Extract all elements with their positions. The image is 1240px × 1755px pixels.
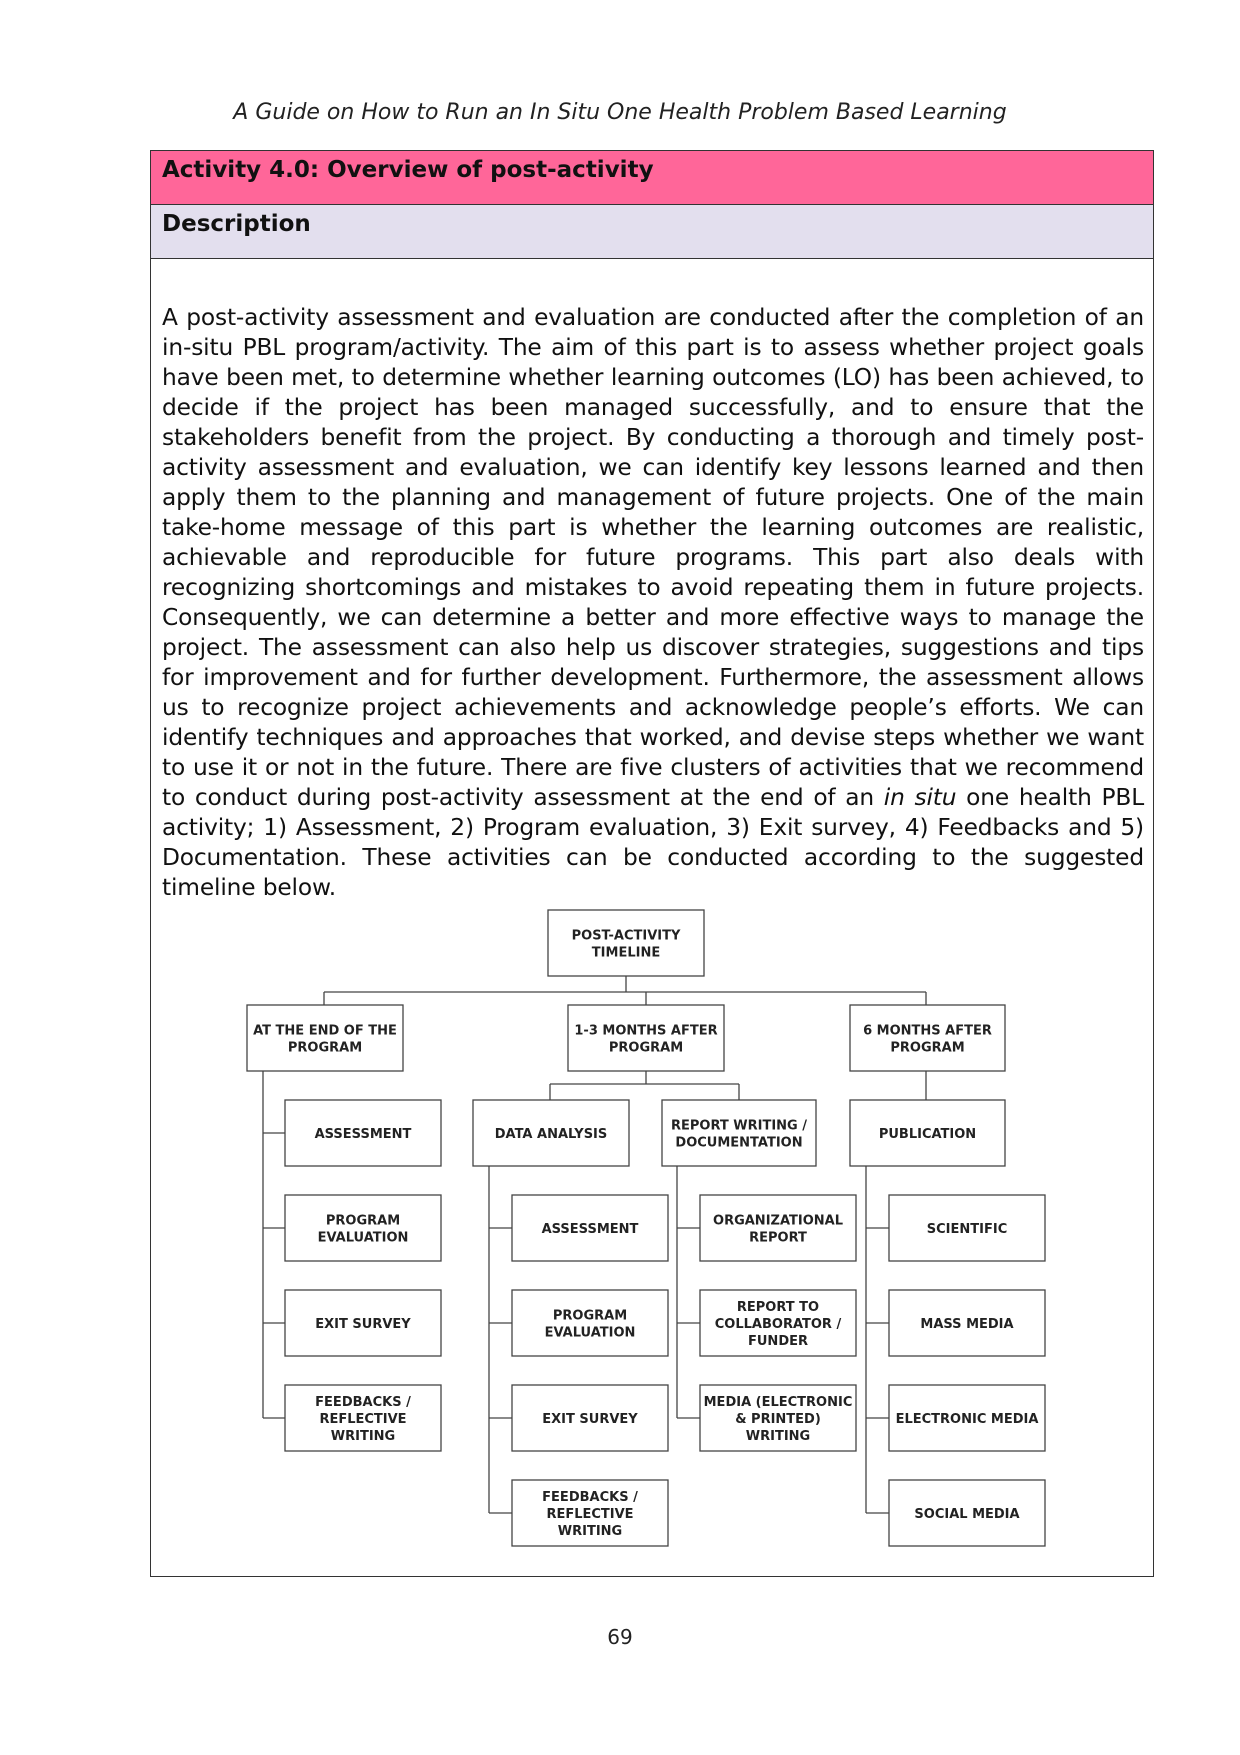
running-header: A Guide on How to Run an In Situ One Health Problem Based Learning (233, 100, 1007, 125)
report-writing-item-box-label-line: & PRINTED) (735, 1412, 821, 1427)
end-of-program-item-box-label-line: EVALUATION (317, 1230, 409, 1246)
end-of-program-item-box (285, 1195, 441, 1261)
end-of-program-item-box-label-line: PROGRAM (325, 1213, 401, 1229)
end-of-program-item-box (285, 1290, 441, 1356)
end-of-program-item-box-label-line: WRITING (330, 1429, 396, 1444)
publication-item-box-label-line: SCIENTIFIC (926, 1222, 1008, 1237)
report-writing-item-box (700, 1195, 856, 1261)
publication-item-box (889, 1290, 1045, 1356)
timeline-root-box (548, 910, 704, 976)
publication-item-box-label-line: SOCIAL MEDIA (914, 1507, 1020, 1522)
one-to-three-months-box-label-line: PROGRAM (608, 1040, 684, 1056)
data-analysis-item-box (512, 1385, 668, 1451)
publication-item-box (889, 1385, 1045, 1451)
end-of-program-box-label-line: AT THE END OF THE (253, 1023, 397, 1039)
data-analysis-item-box (512, 1290, 668, 1356)
publication-item-box (889, 1195, 1045, 1261)
data-analysis-item-box-label-line: REFLECTIVE (546, 1507, 634, 1522)
data-analysis-item-box-label-line: ASSESSMENT (541, 1222, 639, 1237)
data-analysis-item-box-label-line: FEEDBACKS / (542, 1490, 638, 1505)
report-writing-item-box-label-line: COLLABORATOR / (714, 1317, 842, 1332)
report-writing-item-box-label-line: FUNDER (748, 1334, 808, 1349)
end-of-program-box-label-line: PROGRAM (287, 1040, 363, 1056)
report-writing-item-box-label-line: REPORT TO (736, 1300, 820, 1315)
end-of-program-item-box-label-line: FEEDBACKS / (315, 1395, 411, 1410)
data-analysis-item-box (512, 1480, 668, 1546)
activity-title: Activity 4.0: Overview of post-activity (151, 151, 1153, 205)
report-writing-item-box (700, 1385, 856, 1451)
data-analysis-box-label-line: DATA ANALYSIS (494, 1127, 608, 1142)
report-writing-item-box-label-line: ORGANIZATIONAL (713, 1213, 843, 1229)
end-of-program-item-box (285, 1385, 441, 1451)
data-analysis-item-box (512, 1195, 668, 1261)
publication-item-box-label-line: MASS MEDIA (920, 1317, 1014, 1332)
data-analysis-item-box-label-line: EXIT SURVEY (542, 1412, 638, 1427)
end-of-program-item-box (285, 1100, 441, 1166)
report-writing-box (662, 1100, 816, 1166)
paragraph-part-1: A post-activity assessment and evaluation are conducted after the completion of an in-situ PBL program/activity. The aim of this part is to assess whether project goals have been met, to determine whether learning outcomes (LO) has been achieved, to decide if the project has been managed successfully, and to ensure that the stakeholders benefit from the project. By conducting a thorough and timely post-activity assessment and evaluation, we can identify key lessons learned and then apply them to the planning and management of future projects. One of the main take-home message of this part is whether the learning outcomes are realistic, achievable and reproducible for future programs. This part also deals with recognizing shortcomings and mistakes to avoid repeating them in future projects. Consequently, we can determine a better and more effective ways to manage the project. The assessment can also help us discover strategies, suggestions and tips for improvement and for further development. Furthermore, the assessment allows us to recognize project achievements and acknowledge people’s efforts. We can identify techniques and approaches that worked, and devise steps whether we want to use it or not in the future. There are five clusters of activities that we recommend to conduct during post-activity assessment at the end of an (162, 304, 1144, 811)
six-months-box (850, 1005, 1005, 1071)
six-months-box-label-line: 6 MONTHS AFTER (863, 1023, 992, 1039)
end-of-program-box (247, 1005, 403, 1071)
publication-item-box-label-line: ELECTRONIC MEDIA (895, 1412, 1039, 1427)
end-of-program-item-box-label-line: REFLECTIVE (319, 1412, 407, 1427)
publication-item-box (889, 1480, 1045, 1546)
end-of-program-item-box-label-line: EXIT SURVEY (315, 1317, 411, 1332)
end-of-program-item-box-label-line: ASSESSMENT (314, 1127, 412, 1142)
report-writing-item-box-label-line: REPORT (749, 1230, 807, 1246)
page-number: 69 (607, 1625, 633, 1649)
report-writing-box-label-line: DOCUMENTATION (675, 1135, 803, 1151)
one-to-three-months-box (568, 1005, 724, 1071)
data-analysis-box (473, 1100, 629, 1166)
data-analysis-item-box-label-line: PROGRAM (552, 1308, 628, 1324)
description-heading: Description (151, 205, 1153, 259)
publication-box (850, 1100, 1005, 1166)
paragraph-italic-in-situ: in situ (883, 784, 957, 811)
paragraph-part-2: one health PBL activity; 1) Assessment, 2) Program evaluation, 3) Exit survey, 4) Feedbacks and 5) Documentation. These activities can be conducted according to the suggested timeline below. (162, 784, 1145, 901)
report-writing-item-box (700, 1290, 856, 1356)
data-analysis-item-box-label-line: EVALUATION (544, 1325, 636, 1341)
timeline-root-box-label-line: POST-ACTIVITY (571, 928, 681, 944)
publication-box-label-line: PUBLICATION (878, 1127, 977, 1142)
report-writing-item-box-label-line: WRITING (745, 1429, 811, 1444)
report-writing-box-label-line: REPORT WRITING / (670, 1118, 808, 1134)
data-analysis-item-box-label-line: WRITING (557, 1524, 623, 1539)
timeline-root-box-label-line: TIMELINE (591, 945, 661, 961)
report-writing-item-box-label-line: MEDIA (ELECTRONIC (703, 1395, 853, 1410)
one-to-three-months-box-label-line: 1-3 MONTHS AFTER (574, 1023, 718, 1039)
six-months-box-label-line: PROGRAM (890, 1040, 965, 1056)
